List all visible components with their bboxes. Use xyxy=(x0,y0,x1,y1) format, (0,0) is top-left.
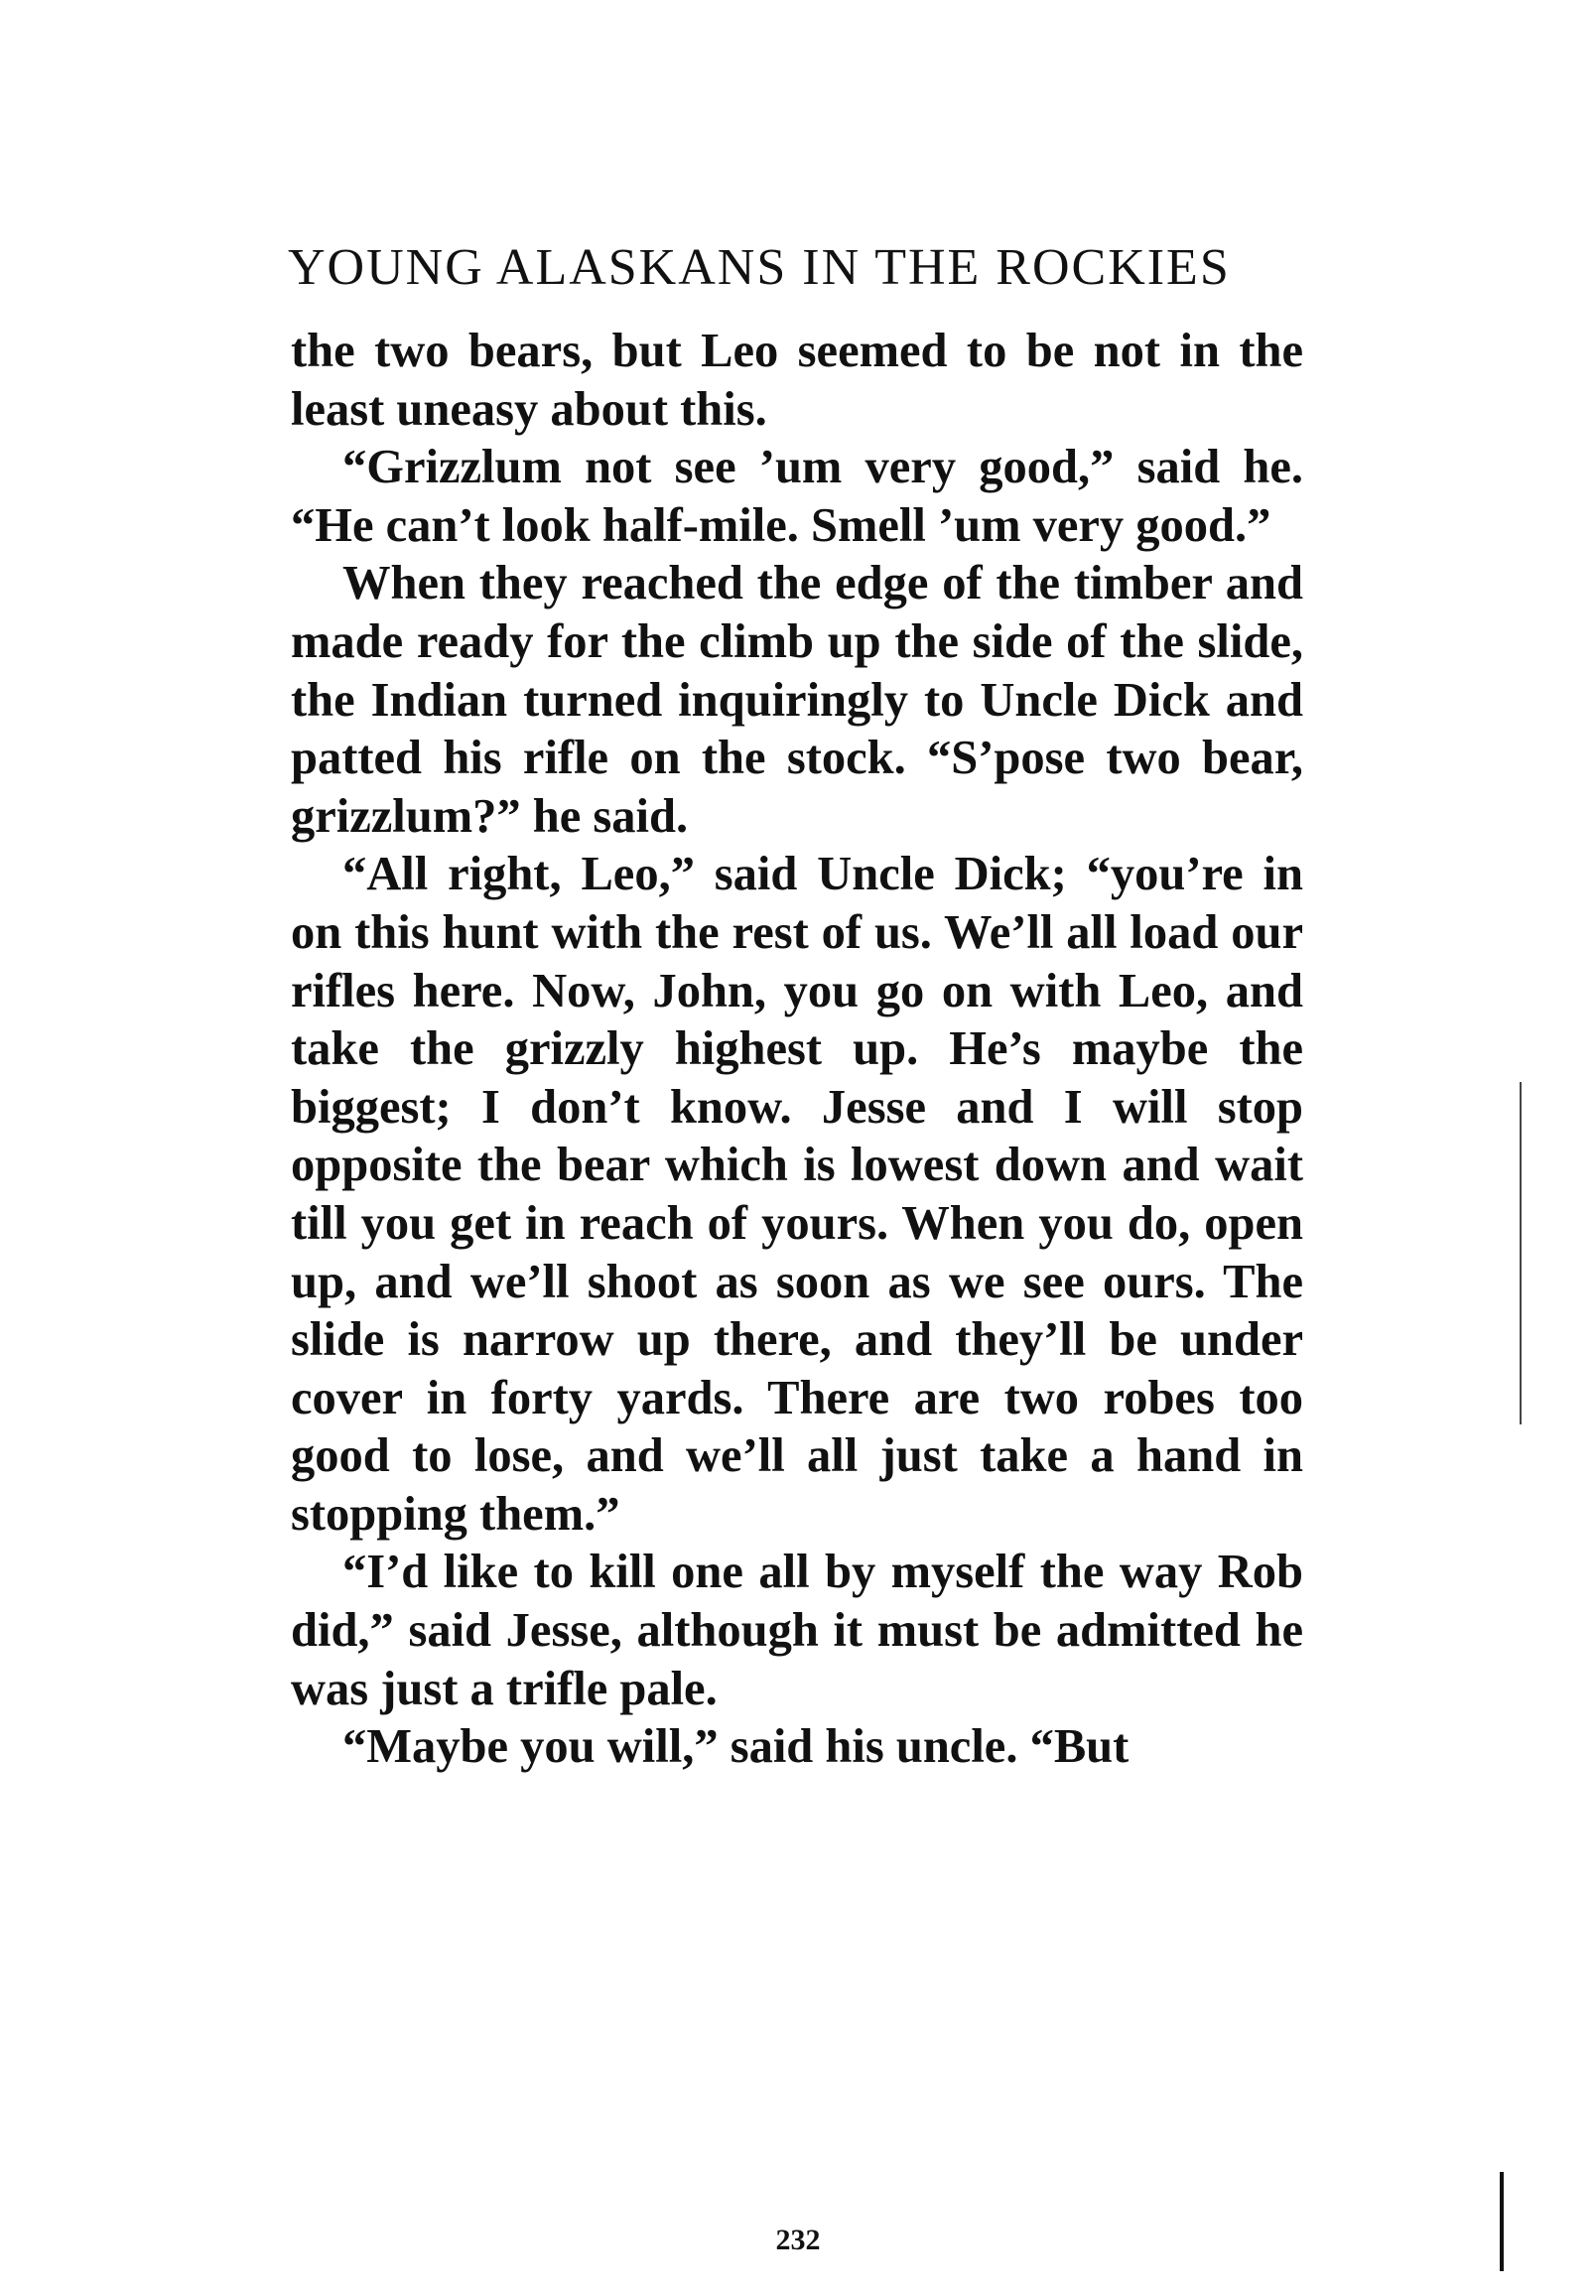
paragraph: “Maybe you will,” said his uncle. “But xyxy=(342,1720,1130,1774)
paragraph: “I’d like to kill one all by myself the way Rob did,” said Jesse, although it must be admitted he was just a trifle pale. xyxy=(291,1546,1303,1715)
paragraph: “All right, Leo,” said Uncle Dick; “you’re in on this hunt with the rest of us. We’ll all load our rifles here. Now, John, you go on with Leo, and take the grizzly highest up. He’s maybe the biggest; I don’t know. Jesse and I will stop opposite the bear which is lowest down and wait till you get in reach of yours. When you do, open up, and we’ll shoot as soon as we see ours. The slide is narrow up there, and they’ll be under cover in forty yards. There are two robes too good to lose, and we’ll all just take a hand in stopping them.” xyxy=(291,848,1303,1541)
body-text xyxy=(291,323,1303,1777)
paragraph: the two bears, but Leo seemed to be not in the least uneasy about this. xyxy=(291,325,1303,436)
page-number: 232 xyxy=(775,2224,821,2256)
scan-artifact-line xyxy=(1520,1295,1522,1424)
paragraph: When they reached the edge of the timber and made ready for the climb up the side of the slide, the Indian turned inquiringly to Uncle Dick and patted his rifle on the stock. “S’pose two bear, grizzlum?” he said. xyxy=(291,557,1303,843)
scan-artifact-line xyxy=(1500,2172,1504,2271)
paragraph: “Grizzlum not see ’um very good,” said he. “He can’t look half-mile. Smell ’um very good.” xyxy=(291,441,1303,552)
running-head: YOUNG ALASKANS IN THE ROCKIES xyxy=(288,239,1231,296)
